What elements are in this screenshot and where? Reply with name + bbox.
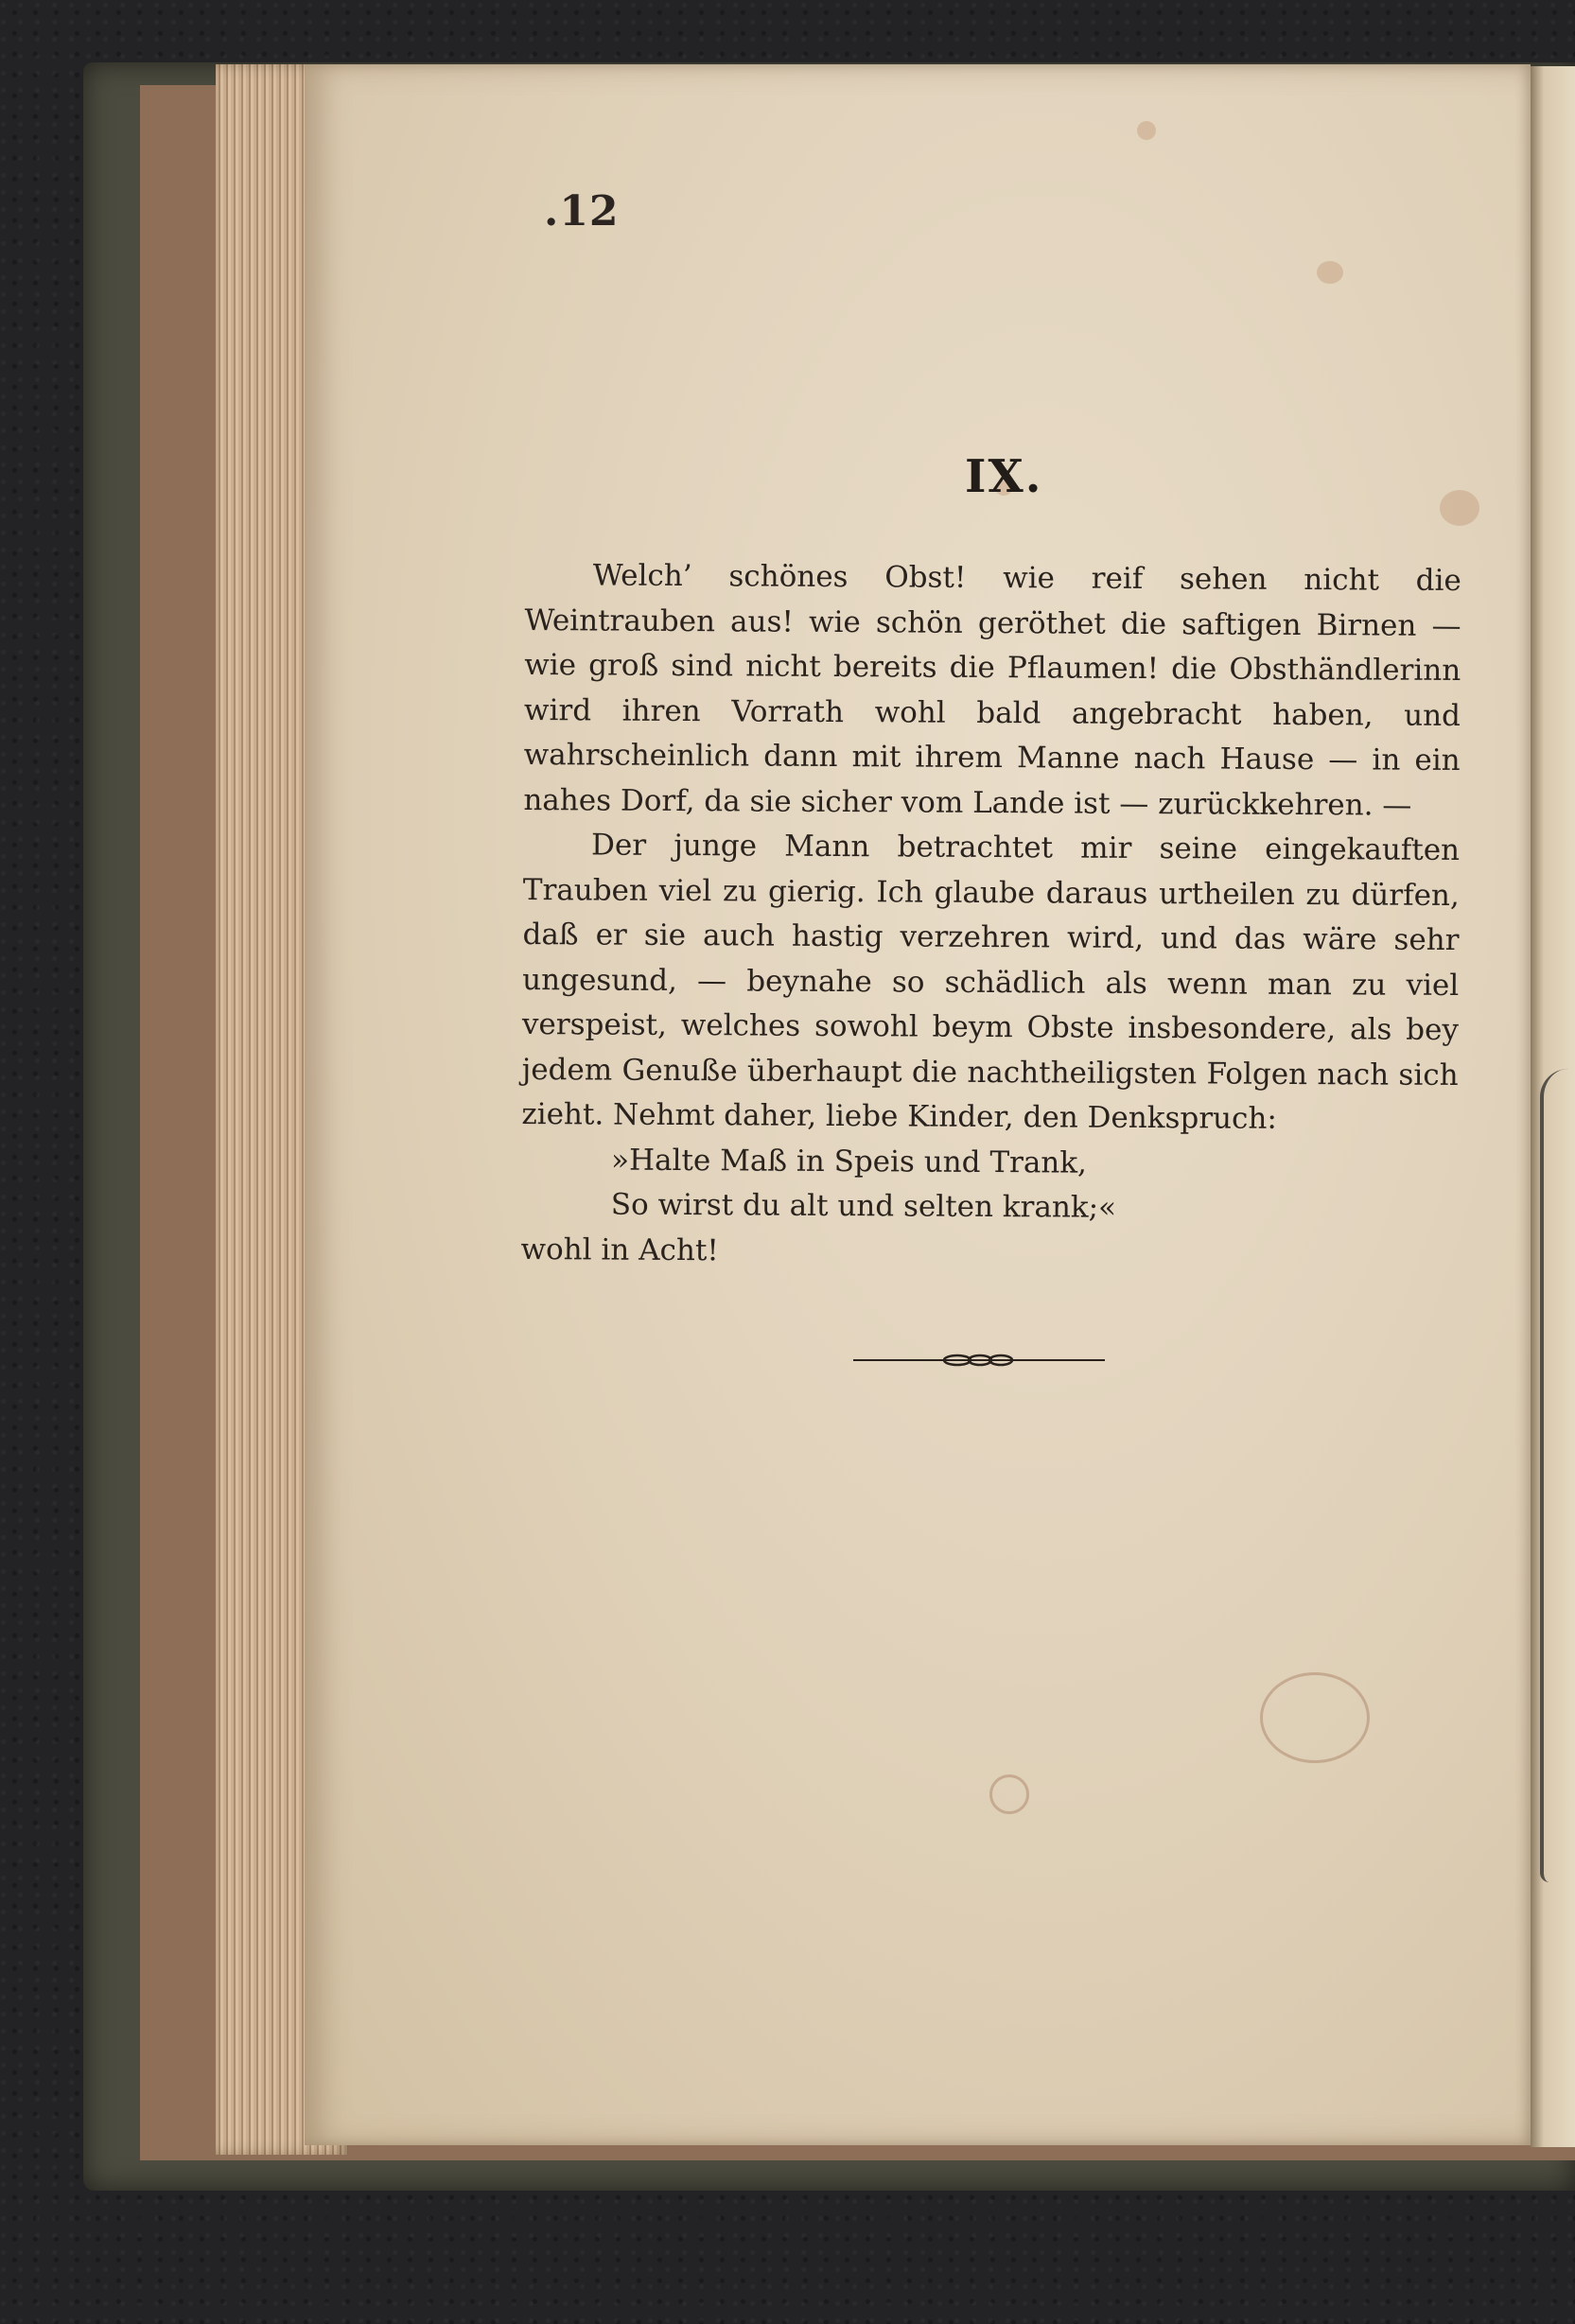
facing-page-illustration — [1540, 1069, 1575, 1882]
verse-line: So wirst du alt und selten krank;« — [610, 1187, 1117, 1225]
closing-line: wohl in Acht! — [520, 1232, 719, 1267]
chapter-heading: IX. — [965, 450, 1043, 503]
facing-page-edge — [1531, 66, 1575, 2147]
page-number: .12 — [544, 187, 620, 236]
body-text — [520, 553, 1461, 1278]
foxing-stain — [1137, 121, 1156, 140]
paragraph: Welch’ schönes Obst! wie reif sehen nicht die Weintrauben aus! wie schön geröthet die saftigen Birnen — wie groß sind nicht bereits die Pflaumen! die Obsthändlerinn wird ihren Vorrath wohl bald angebracht haben, und wahrscheinlich dann mit ihrem Manne nach Hause — in ein nahes Dorf, da sie sicher vom Lande ist — zurückkehren. — — [523, 558, 1461, 823]
verse-line: »Halte Maß in Speis und Trank, — [610, 1143, 1088, 1180]
foxing-stain — [1440, 490, 1479, 526]
ring-stain — [1260, 1672, 1370, 1763]
divider-ornament — [851, 1349, 1107, 1372]
paragraph: Der junge Mann betrachtet mir seine eingekauften Trauben viel zu gierig. Ich glaube daraus urtheilen zu dürfen, daß er sie auch hastig verzehren wird, und das wäre sehr ungesund, — beynahe so schädlich als wenn man zu viel verspeist, welches sowohl beym Obste insbesondere, als bey jedem Genuße überhaupt die nachtheiligsten Folgen nach sich zieht. Nehmt daher, liebe Kinder, den Denkspruch: — [521, 828, 1461, 1136]
ring-stain — [989, 1774, 1029, 1814]
foxing-stain — [1317, 261, 1343, 284]
